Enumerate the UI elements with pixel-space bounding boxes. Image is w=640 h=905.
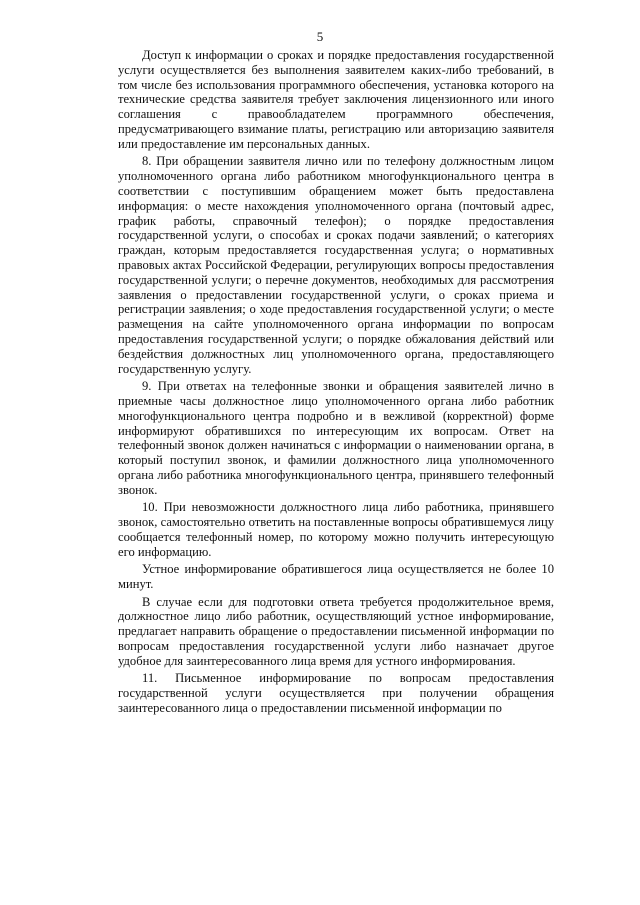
- paragraph-long-answer: В случае если для подготовки ответа требуется продолжительное время, должностное лицо либо работник, осуществляющий устное информирование, предлагает направить обращение о предоставлении письменной информации по вопросам предоставления государственной услуги либо назначает другое удобное для заинтересованного лица время для устного информирования.: [118, 594, 554, 668]
- paragraph-oral-duration: Устное информирование обратившегося лица осуществляется не более 10 минут.: [118, 562, 554, 592]
- paragraph-11: 11. Письменное информирование по вопросам предоставления государственной услуги осуществляется при получении обращения заинтересованного лица о предоставлении письменной информации по: [118, 671, 554, 716]
- paragraph-9: 9. При ответах на телефонные звонки и обращения заявителей лично в приемные часы должностное лицо уполномоченного органа либо работник многофункционального центра подробно и в вежливой (корректной) форме информируют обратившихся по интересующим их вопросам. Ответ на телефонный звонок должен начинаться с информации о наименовании органа, в который поступил звонок, и фамилии должностного лица уполномоченного органа либо работника многофункционального центра, принявшего телефонный звонок.: [118, 379, 554, 497]
- document-body: [118, 48, 554, 719]
- paragraph-10: 10. При невозможности должностного лица либо работника, принявшего звонок, самостоятельно ответить на поставленные вопросы обратившемуся лицу сообщается телефонный номер, по которому можно получить интересующую его информацию.: [118, 500, 554, 559]
- paragraph-8: 8. При обращении заявителя лично или по телефону должностным лицом уполномоченного органа либо работником многофункционального центра в соответствии с поступившим обращением может быть предоставлена информация: о месте нахождения уполномоченного органа (почтовый адрес, график работы, справочный телефон); о порядке предоставления государственной услуги, о способах и сроках подачи заявлений; о категориях граждан, которым предоставляется государственная услуга; о нормативных правовых актах Российской Федерации, регулирующих вопросы предоставления государственной услуги; о перечне документов, необходимых для рассмотрения заявления о предоставлении государственной услуги, о сроках приема и регистрации заявления; о ходе предоставления государственной услуги; о месте размещения на сайте уполномоченного органа информации по вопросам предоставления государственной услуги; о порядке обжалования действий или бездействия должностных лиц уполномоченного органа, предоставляющего государственную услугу.: [118, 154, 554, 376]
- page-number: 5: [316, 29, 324, 44]
- paragraph-access-info: Доступ к информации о сроках и порядке предоставления государственной услуги осуществляется без выполнения заявителем каких-либо требований, в том числе без использования программного обеспечения, установка которого на технические средства заявителя требует заключения лицензионного или иного соглашения с правообладателем программного обеспечения, предусматривающего взимание платы, регистрацию или авторизацию заявителя или предоставление им персональных данных.: [118, 48, 554, 151]
